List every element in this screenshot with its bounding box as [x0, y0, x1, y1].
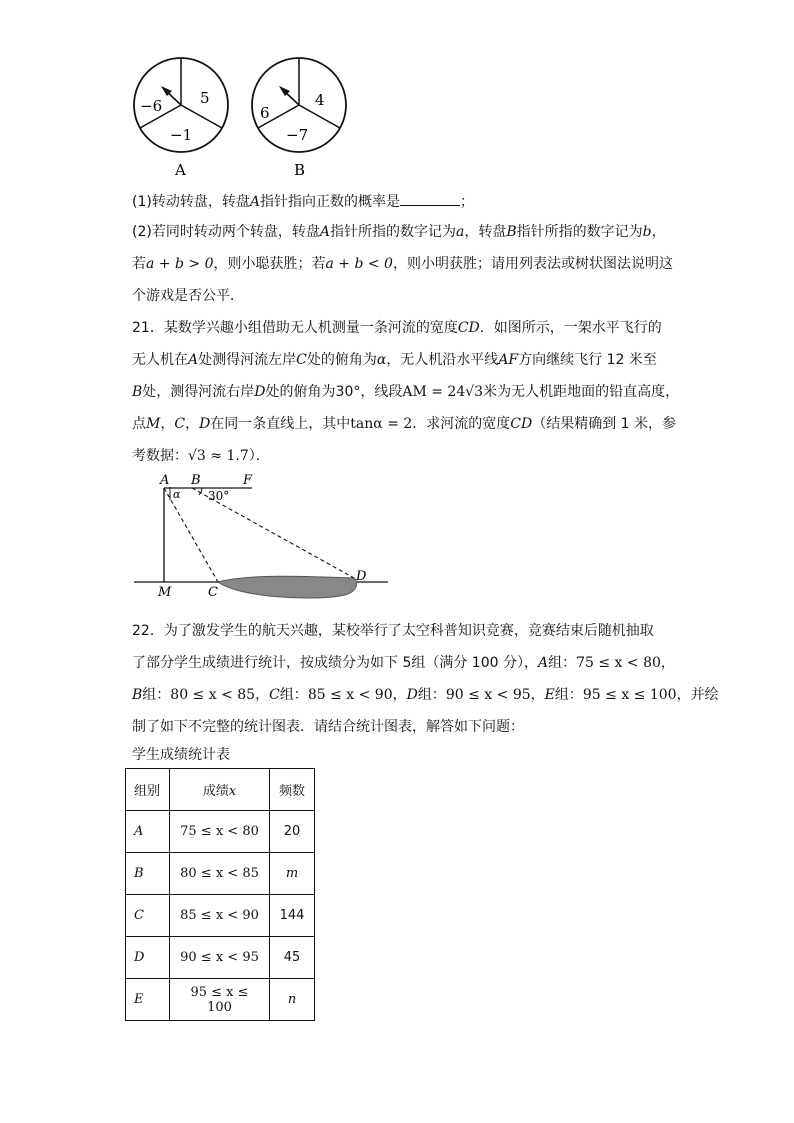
t: b: [642, 224, 652, 240]
t: B: [132, 384, 143, 400]
q21-drone-figure: [128, 470, 398, 600]
t: 处测得河流左岸: [198, 352, 297, 368]
t: A: [188, 352, 199, 368]
t: 点: [132, 416, 146, 432]
t: （结果精确到 1 米，参: [532, 416, 677, 432]
t: a + b < 0: [325, 256, 393, 272]
spinner-b-label: B: [294, 161, 306, 179]
t: 指针所指的数字记为: [516, 224, 643, 240]
t: ，则小聪获胜；若: [213, 256, 326, 272]
fig-label-a: A: [160, 473, 170, 488]
spinner-a-value-3: −1: [170, 126, 193, 144]
t: 方向继续飞行 12 米至: [518, 352, 657, 368]
answer-blank[interactable]: [400, 191, 460, 206]
t: 22．为了激发学生的航天兴趣，某校举行了太空科普知识竞赛，竞赛结束后随机抽取: [132, 623, 654, 639]
t: a + b > 0: [146, 256, 214, 272]
t: 处的俯角为30°，线段: [265, 384, 403, 400]
q21-line4: [132, 414, 676, 434]
q22-line2: [132, 653, 675, 673]
spinner-b-value-1: 6: [260, 104, 270, 122]
t: 若: [132, 256, 146, 272]
t: √3 ≈ 1.7: [188, 448, 249, 464]
table-row: [126, 979, 315, 1021]
q22-line1: [132, 621, 654, 641]
t: ，: [651, 224, 666, 240]
q20-part1-text-a: (1)转动转盘，转盘: [132, 194, 250, 210]
cell-range: 95 ≤ x ≤ 100: [170, 979, 270, 1021]
t: B: [506, 224, 517, 240]
cell-group: C: [126, 895, 170, 937]
student-score-table: [125, 768, 315, 1021]
spinner-b-value-2: 4: [315, 91, 325, 109]
t: a: [455, 224, 465, 240]
t: 组：: [142, 687, 171, 703]
t: 21．某数学兴趣小组借助无人机测量一条河流的宽度: [132, 320, 458, 336]
t: CD: [457, 320, 480, 336]
t: 85 ≤ x < 90: [307, 687, 393, 703]
q21-line1: [132, 318, 662, 338]
t: D: [406, 687, 418, 703]
spinner-a-figure: [130, 55, 240, 180]
cell-range: 90 ≤ x < 95: [170, 937, 270, 979]
q20-part2-line2: [132, 254, 673, 274]
cell-freq: 45: [270, 937, 315, 979]
q22-line3: [132, 685, 719, 705]
fig-label-b: B: [191, 473, 201, 488]
t: ．求河流的宽度: [412, 416, 511, 432]
q20-var-a: A: [249, 194, 260, 210]
cell-group: B: [126, 853, 170, 895]
fig-label-d: D: [356, 569, 367, 584]
t: 组：: [548, 655, 577, 671]
header-group: 组别: [126, 769, 170, 811]
t: 80 ≤ x < 85: [170, 687, 256, 703]
fig-label-30deg: 30°: [208, 489, 230, 503]
t: ）．: [248, 448, 270, 464]
t: 处，测得河流右岸: [142, 384, 255, 400]
t: 学生成绩统计表: [132, 747, 230, 763]
t: C: [296, 352, 307, 368]
header-score-var: x: [228, 784, 237, 799]
t: ，无人机沿水平线: [386, 352, 499, 368]
t: ，: [530, 687, 545, 703]
cell-range: 85 ≤ x < 90: [170, 895, 270, 937]
fig-label-alpha: α: [173, 488, 181, 501]
q22-line4: [132, 717, 524, 737]
t: ，: [392, 687, 407, 703]
t: 制了如下不完整的统计图表．请结合统计图表，解答如下问题：: [132, 719, 524, 735]
t: tanα = 2: [350, 416, 413, 432]
spinner-a-label: A: [175, 161, 186, 179]
q20-part2-line3: [132, 286, 244, 306]
t: 米为无人机距地面的铅直高度，: [483, 384, 680, 400]
header-score-text: 成绩: [202, 784, 229, 799]
t: 在同一条直线上，其中: [210, 416, 351, 432]
t: ，并绘: [676, 687, 719, 703]
t: 处的俯角为: [306, 352, 377, 368]
fig-label-f: F: [243, 473, 253, 488]
fig-label-m: M: [158, 585, 172, 600]
t: M: [146, 416, 161, 432]
t: ，则小明获胜；请用列表法或树状图法说明这: [392, 256, 673, 272]
table-row: [126, 937, 315, 979]
t: ．如图所示，一架水平飞行的: [479, 320, 662, 336]
t: A: [319, 224, 330, 240]
t: 75 ≤ x < 80: [576, 655, 661, 671]
table-row: [126, 895, 315, 937]
cell-group: E: [126, 979, 170, 1021]
q20-part2-line1: [132, 222, 666, 242]
t: 考数据：: [132, 448, 188, 464]
cell-range: 75 ≤ x < 80: [170, 811, 270, 853]
t: D: [254, 384, 266, 400]
table-row: [126, 811, 315, 853]
t: ，: [255, 687, 270, 703]
t: AM = 24√3: [402, 384, 484, 400]
table-header-row: [126, 769, 315, 811]
t: ，: [185, 416, 200, 432]
cell-freq: 144: [270, 895, 315, 937]
q21-line5: [132, 446, 270, 466]
t: 个游戏是否公平．: [132, 288, 244, 304]
q21-line3: [132, 382, 679, 402]
q21-line2: [132, 350, 657, 370]
cell-group: A: [126, 811, 170, 853]
t: AF: [498, 352, 519, 368]
cell-group: D: [126, 937, 170, 979]
header-freq: 频数: [270, 769, 315, 811]
cell-freq: 20: [270, 811, 315, 853]
spinner-a-value-2: 5: [200, 89, 210, 107]
q20-part1-text-b: 指针指向正数的概率是: [259, 194, 400, 210]
t: 组：: [417, 687, 446, 703]
t: 组：: [279, 687, 308, 703]
t: A: [537, 655, 549, 671]
t: 95 ≤ x ≤ 100: [582, 687, 677, 703]
t: CD: [510, 416, 533, 432]
t: C: [269, 687, 280, 703]
t: 90 ≤ x < 95: [445, 687, 531, 703]
q20-part1-end: ；: [459, 194, 474, 210]
cell-range: 80 ≤ x < 85: [170, 853, 270, 895]
t: 指针所指的数字记为: [329, 224, 456, 240]
spinner-a-value-1: −6: [140, 97, 163, 115]
cell-freq: n: [270, 979, 315, 1021]
header-score: [170, 769, 270, 811]
t: ，: [660, 655, 675, 671]
spinner-b-figure: [248, 55, 358, 180]
table-row: [126, 853, 315, 895]
t: 组：: [554, 687, 583, 703]
t: D: [199, 416, 211, 432]
cell-freq: m: [270, 853, 315, 895]
spinner-b-value-3: −7: [286, 126, 309, 144]
t: ，: [160, 416, 175, 432]
t: C: [174, 416, 186, 432]
t: (2)若同时转动两个转盘，转盘: [132, 224, 320, 240]
t: ，转盘: [464, 224, 507, 240]
t: α: [376, 352, 387, 368]
fig-label-c: C: [208, 585, 218, 600]
t: 了部分学生成绩进行统计，按成绩分为如下 5组（满分 100 分），: [132, 655, 538, 671]
t: B: [132, 687, 143, 703]
t: 无人机在: [132, 352, 188, 368]
table-title: [132, 745, 230, 765]
q20-part1: [132, 191, 474, 212]
t: E: [544, 687, 555, 703]
